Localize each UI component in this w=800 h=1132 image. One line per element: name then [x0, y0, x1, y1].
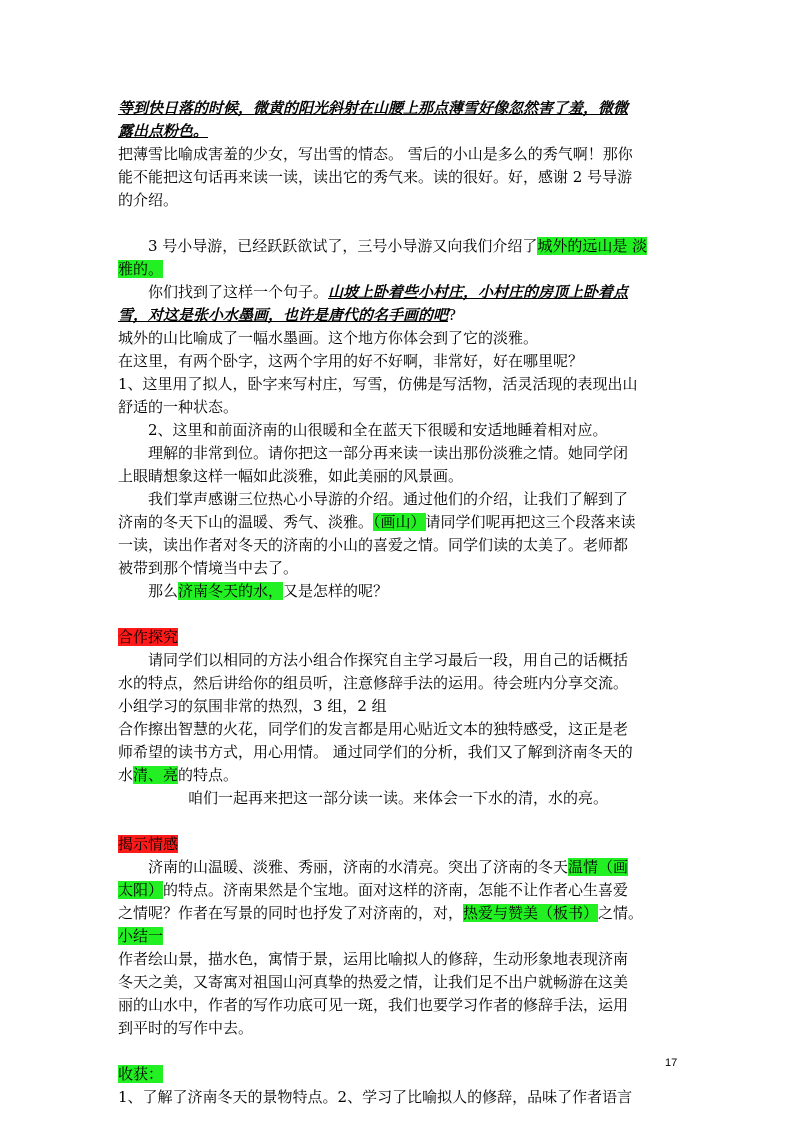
text-segment: 你们找到了这样一个句子。: [148, 283, 329, 301]
text-segment: 一读，读出作者对冬天的济南的小山的喜爱之情。同学们读的太美了。老师都: [118, 536, 629, 554]
text-line: [118, 1086, 688, 1109]
text-line: [118, 97, 688, 120]
text-line: [118, 235, 688, 258]
text-segment: 之情呢？作者在写景的同时也抒发了对济南的，对，: [118, 904, 464, 922]
page-number: 17: [665, 1057, 678, 1069]
highlighted-text: 热爱与赞美（板书）: [463, 904, 599, 922]
text-segment: 水的特点，然后讲给你的组员听，注意修辞手法的运用。待会班内分享交流。: [118, 674, 629, 692]
highlighted-text: （画山）: [373, 513, 426, 531]
highlighted-text: 温情（画: [568, 858, 629, 876]
text-line: [118, 442, 688, 465]
section-heading: 合作探究: [118, 628, 179, 646]
text-line: [118, 580, 688, 603]
text-line: [118, 741, 688, 764]
text-line: [118, 350, 688, 373]
text-line: [118, 373, 688, 396]
text-segment: 的特点。济南果然是个宝地。面对这样的济南，怎能不让作者心生喜爱: [163, 881, 629, 899]
text-line: [118, 925, 688, 948]
text-segment: 露出点粉色。: [118, 122, 209, 140]
blank-line: [118, 603, 688, 626]
text-segment: 水: [118, 766, 134, 784]
text-line: [118, 879, 688, 902]
text-segment: 的特点。: [178, 766, 239, 784]
text-segment: 到平时的写作中去。: [118, 1019, 254, 1037]
text-line: [118, 304, 688, 327]
text-line: [118, 534, 688, 557]
text-segment: 2、这里和前面济南的山很暖和全在蓝天下很暖和安适地睡着相对应。: [148, 421, 608, 439]
text-segment: 等到快日落的时候，微黄的阳光斜射在山腰上那点薄雪好像忽然害了羞，微微: [118, 99, 629, 117]
text-line: [118, 948, 688, 971]
text-segment: ?: [448, 306, 457, 324]
text-line: [118, 396, 688, 419]
document-body: [118, 97, 688, 1109]
text-line: [118, 281, 688, 304]
text-segment: 济南的冬天下山的温暖、秀气、淡雅。: [118, 513, 374, 531]
text-segment: 山坡上卧着些小村庄，小村庄的房顶上卧着点: [328, 283, 629, 301]
text-segment: 3 号小导游，已经跃跃欲试了，三号小导游又向我们介绍了: [148, 237, 538, 255]
text-segment: 1、了解了济南冬天的景物特点。2、学习了比喻拟人的修辞，品味了作者语言: [118, 1088, 633, 1106]
text-line: [118, 626, 688, 649]
text-line: [118, 1017, 688, 1040]
text-segment: 作者绘山景，描水色，寓情于景，运用比喻拟人的修辞，生动形象地表现济南: [118, 950, 629, 968]
text-segment: 那么: [148, 582, 179, 600]
text-line: [118, 649, 688, 672]
text-segment: 能不能把这句话再来读一读，读出它的秀气来。读的很好。好，感谢 2 号导游: [118, 168, 633, 186]
text-line: [118, 511, 688, 534]
text-line: [118, 971, 688, 994]
text-line: [118, 166, 688, 189]
text-line: [118, 994, 688, 1017]
highlighted-text: 收获：: [118, 1065, 164, 1083]
text-segment: 合作擦出智慧的火花，同学们的发言都是用心贴近文本的独特感受，这正是老: [118, 720, 629, 738]
blank-line: [118, 212, 688, 235]
text-segment: 上眼睛想象这样一幅如此淡雅，如此美丽的风景画。: [118, 467, 464, 485]
highlighted-text: 太阳）: [118, 881, 164, 899]
text-line: [118, 695, 688, 718]
text-line: [118, 764, 688, 787]
text-line: [118, 672, 688, 695]
text-segment: 济南的山温暖、淡雅、秀丽，济南的水清亮。突出了济南的冬天: [148, 858, 569, 876]
blank-line: [118, 1040, 688, 1063]
text-line: [118, 856, 688, 879]
text-line: [118, 327, 688, 350]
text-segment: 之情。: [598, 904, 644, 922]
text-segment: 小组学习的氛围非常的热烈，3 组，2 组: [118, 697, 387, 715]
text-line: [118, 787, 688, 810]
text-segment: 在这里，有两个卧字，这两个字用的好不好啊，非常好，好在哪里呢？: [118, 352, 584, 370]
text-segment: 雪，对这是张小水墨画，也许是唐代的名手画的吧: [118, 306, 449, 324]
text-segment: 把薄雪比喻成害羞的少女，写出雪的情态。 雪后的小山是多么的秀气啊！那你: [118, 145, 633, 163]
text-line: [118, 557, 688, 580]
highlighted-text: 清、亮: [133, 766, 179, 784]
text-line: [118, 1063, 688, 1086]
text-line: [118, 718, 688, 741]
text-segment: 师希望的读书方式，用心用情。 通过同学们的分析，我们又了解到济南冬天的: [118, 743, 633, 761]
highlighted-text: 城外的远山是 淡: [537, 237, 648, 255]
text-line: [118, 465, 688, 488]
text-segment: 丽的山水中，作者的写作功底可见一斑，我们也要学习作者的修辞手法，运用: [118, 996, 629, 1014]
highlighted-text: 济南冬天的水，: [178, 582, 284, 600]
text-segment: 我们掌声感谢三位热心小导游的介绍。通过他们的介绍，让我们了解到了: [148, 490, 629, 508]
text-line: [118, 143, 688, 166]
highlighted-text: 雅的。: [118, 260, 164, 278]
text-segment: 被带到那个情境当中去了。: [118, 559, 299, 577]
text-segment: 的介绍。: [118, 191, 179, 209]
text-segment: 请同学们以相同的方法小组合作探究自主学习最后一段，用自己的话概括: [148, 651, 629, 669]
text-segment: 请同学们呢再把这三个段落来读: [425, 513, 636, 531]
section-heading: 揭示情感: [118, 835, 179, 853]
text-line: [118, 488, 688, 511]
text-line: [118, 189, 688, 212]
text-line: [118, 120, 688, 143]
text-segment: 咱们一起再来把这一部分读一读。来体会一下水的清，水的亮。: [188, 789, 609, 807]
text-segment: 舒适的一种状态。: [118, 398, 239, 416]
text-segment: 1、这里用了拟人，卧字来写村庄，写雪，仿佛是写活物，活灵活现的表现出山: [118, 375, 638, 393]
text-segment: 城外的山比喻成了一幅水墨画。这个地方你体会到了它的淡雅。: [118, 329, 539, 347]
text-line: [118, 833, 688, 856]
text-segment: 又是怎样的呢？: [283, 582, 389, 600]
text-line: [118, 902, 688, 925]
blank-line: [118, 810, 688, 833]
text-line: [118, 258, 688, 281]
text-segment: 理解的非常到位。请你把这一部分再来读一读出那份淡雅之情。她同学闭: [148, 444, 629, 462]
highlighted-text: 小结一: [118, 927, 164, 945]
text-line: [118, 419, 688, 442]
text-segment: 冬天之美，又寄寓对祖国山河真挚的热爱之情，让我们足不出户就畅游在这美: [118, 973, 629, 991]
